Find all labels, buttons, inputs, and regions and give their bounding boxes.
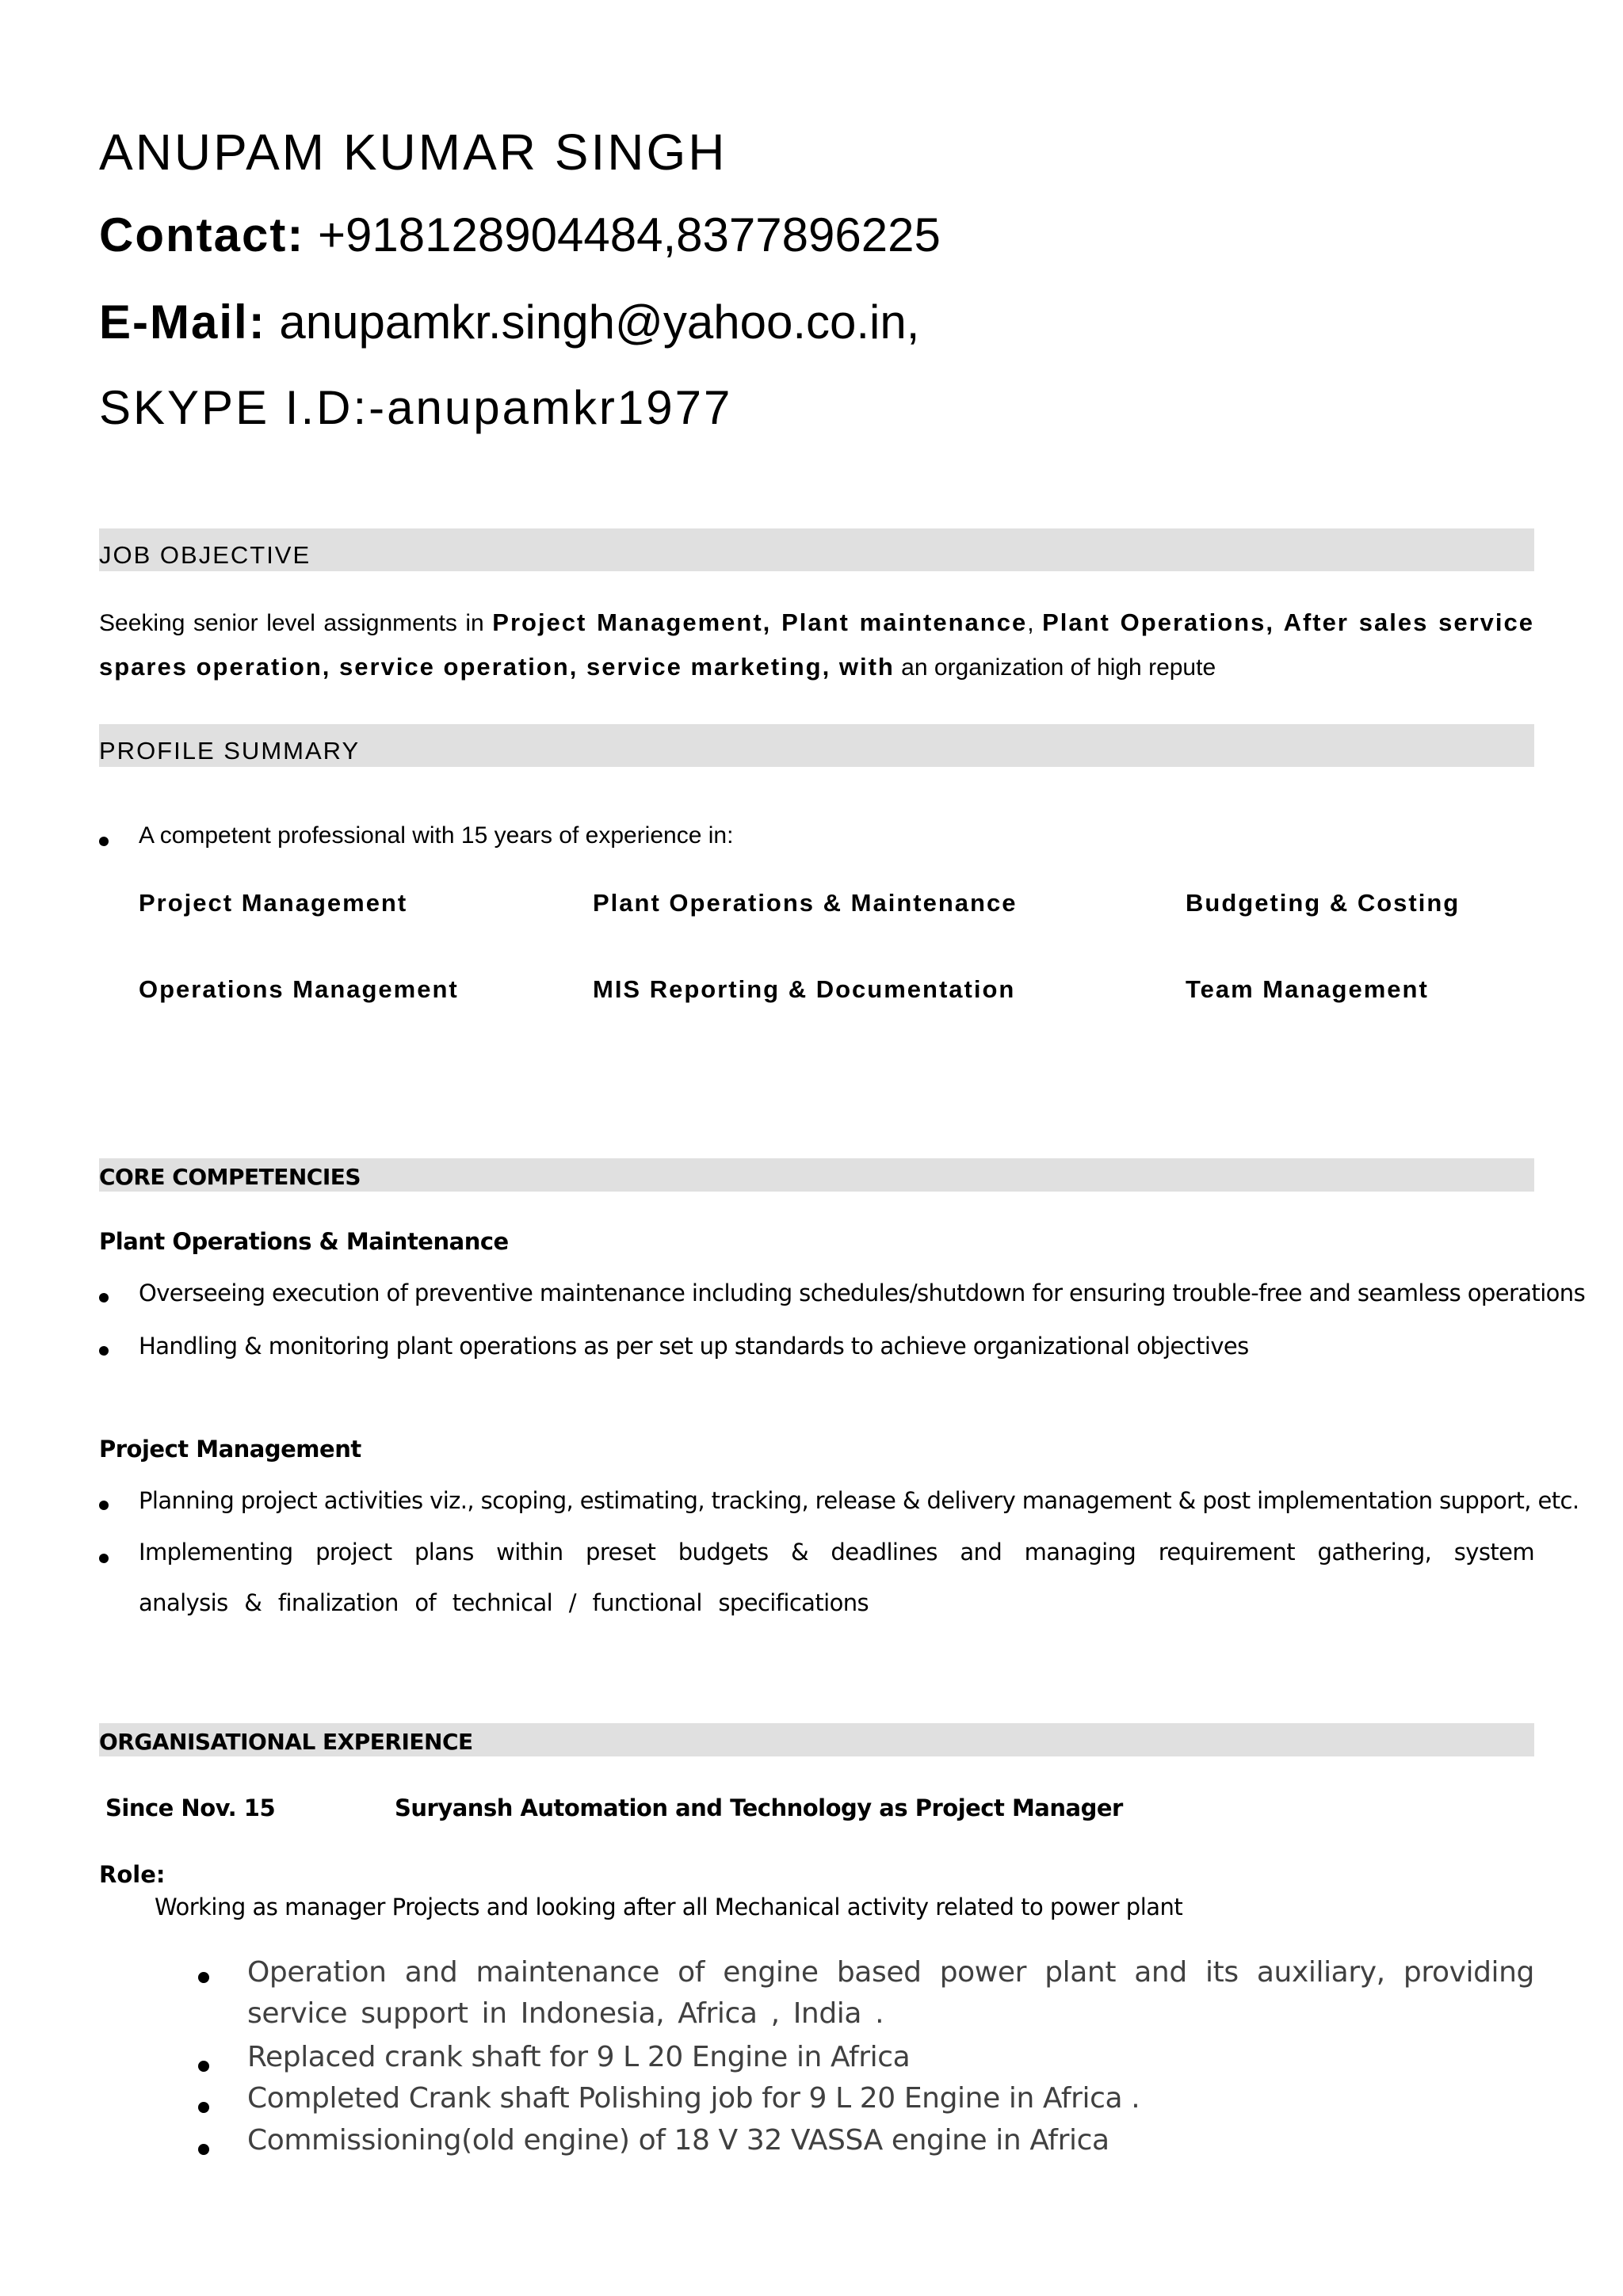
section-heading: CORE COMPETENCIES (99, 1164, 361, 1190)
section-heading: ORGANISATIONAL EXPERIENCE (99, 1729, 473, 1755)
skype-id: SKYPE I.D:-anupamkr1977 (99, 381, 733, 434)
skill-item: Project Management (139, 889, 408, 917)
skill-item: Budgeting & Costing (1186, 889, 1461, 917)
section-heading: PROFILE SUMMARY (99, 737, 361, 765)
employment-date: Since Nov. 15 (105, 1794, 276, 1821)
section-bar-core-competencies (99, 1158, 1534, 1192)
skill-item: Operations Management (139, 975, 459, 1003)
list-item-text: Planning project activities viz., scoping, estimating, tracking, release & delivery management & post implementation support, etc. (139, 1487, 1579, 1514)
objective-text-end: an organization of high repute (894, 654, 1216, 681)
section-bar-organisational-experience (99, 1723, 1534, 1756)
email-value[interactable]: anupamkr.singh@yahoo.co.in, (265, 296, 920, 349)
list-item-text: Handling & monitoring plant operations as per set up standards to achieve organizational objectives (139, 1333, 1249, 1360)
list-item-text: Implementing project plans within preset budgets & deadlines and managing requirement gathering, system analysis & finalization of technical / functional specifications (139, 1539, 1534, 1616)
employer-position: Suryansh Automation and Technology as Project Manager (395, 1794, 1123, 1821)
bullet-icon (99, 1346, 109, 1356)
role-label: Role: (99, 1861, 166, 1888)
role-description: Working as manager Projects and looking after all Mechanical activity related to power plant (155, 1894, 1183, 1920)
bullet-icon (99, 837, 109, 846)
objective-text-start: Seeking senior level assignments in (99, 610, 493, 636)
section-bar-profile-summary (99, 724, 1534, 767)
list-item-text: Completed Crank shaft Polishing job for 9 L 20 Engine in Africa . (247, 2082, 1140, 2115)
objective-sep: , (1027, 610, 1043, 636)
skill-item: Team Management (1186, 975, 1429, 1003)
section-bar-job-objective (99, 528, 1534, 571)
list-item-text: Overseeing execution of preventive maintenance including schedules/shutdown for ensuring trouble-free and seamless operations (139, 1280, 1586, 1306)
skill-item: MIS Reporting & Documentation (593, 975, 1016, 1003)
contact-label: Contact: (99, 208, 305, 261)
job-objective-text (99, 601, 1534, 689)
bullet-icon (99, 1293, 109, 1302)
bullet-icon (198, 2144, 209, 2155)
bullet-icon (198, 1972, 209, 1983)
bullet-icon (198, 2061, 209, 2072)
contact-line (99, 208, 941, 262)
competency-group-title: Project Management (99, 1436, 361, 1463)
skill-item: Plant Operations & Maintenance (593, 889, 1018, 917)
list-item-text: Replaced crank shaft for 9 L 20 Engine in Africa (247, 2041, 911, 2073)
competency-group-title: Plant Operations & Maintenance (99, 1228, 509, 1255)
objective-bold-2: Plant Operations, After sales service spares operation, service operation, service marketing, with (99, 608, 1535, 681)
email-label: E-Mail: (99, 296, 266, 349)
bullet-icon (99, 1554, 109, 1563)
bullet-icon (99, 1501, 109, 1510)
bullet-icon (198, 2102, 209, 2113)
candidate-name: ANUPAM KUMAR SINGH (99, 124, 727, 181)
email-line (99, 295, 919, 349)
contact-value: +918128904484,8377896225 (304, 208, 941, 261)
list-item-text: Commissioning(old engine) of 18 V 32 VASSA engine in Africa (247, 2124, 1109, 2157)
profile-intro-text: A competent professional with 15 years of experience in: (139, 822, 734, 849)
objective-bold-1: Project Management, Plant maintenance (492, 608, 1028, 636)
section-heading: JOB OBJECTIVE (99, 541, 311, 569)
list-item-text: Operation and maintenance of engine based power plant and its auxiliary, providing service support in Indonesia, Africa , India . (247, 1956, 1534, 2030)
